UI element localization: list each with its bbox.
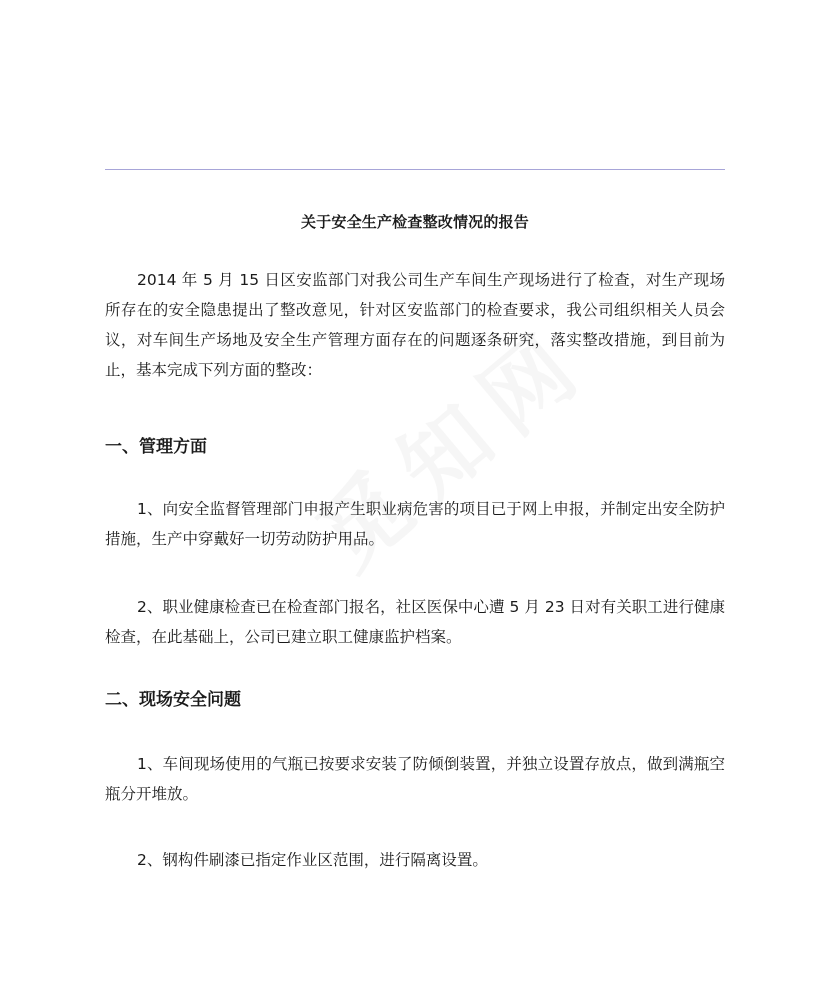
site-safety-item-2: 2、钢构件刷漆已指定作业区范围，进行隔离设置。	[137, 851, 488, 869]
management-item-2: 2、职业健康检查已在检查部门报名，社区医保中心遭 5 月 23 日对有关职工进行健康检查，在此基础上，公司已建立职工健康监护档案。	[105, 598, 725, 646]
header-rule	[105, 169, 725, 170]
intro-paragraph: 2014 年 5 月 15 日区安监部门对我公司生产车间生产现场进行了检查，对生产现场所存在的安全隐患提出了整改意见，针对区安监部门的检查要求，我公司组织相关人员会议，对车间生产场地及安全生产管理方面存在的问题逐条研究，落实整改措施，到目前为止，基本完成下列方面的整改：	[105, 271, 725, 379]
section-heading-management: 一、管理方面	[105, 437, 207, 457]
document-title: 关于安全生产检查整改情况的报告	[300, 213, 529, 231]
management-item-1: 1、向安全监督管理部门申报产生职业病危害的项目已于网上申报，并制定出安全防护措施，生产中穿戴好一切劳动防护用品。	[105, 500, 725, 548]
site-safety-item-1: 1、车间现场使用的气瓶已按要求安装了防倾倒装置，并独立设置存放点，做到满瓶空瓶分开堆放。	[105, 755, 725, 803]
section-heading-site-safety: 二、现场安全问题	[105, 690, 241, 710]
